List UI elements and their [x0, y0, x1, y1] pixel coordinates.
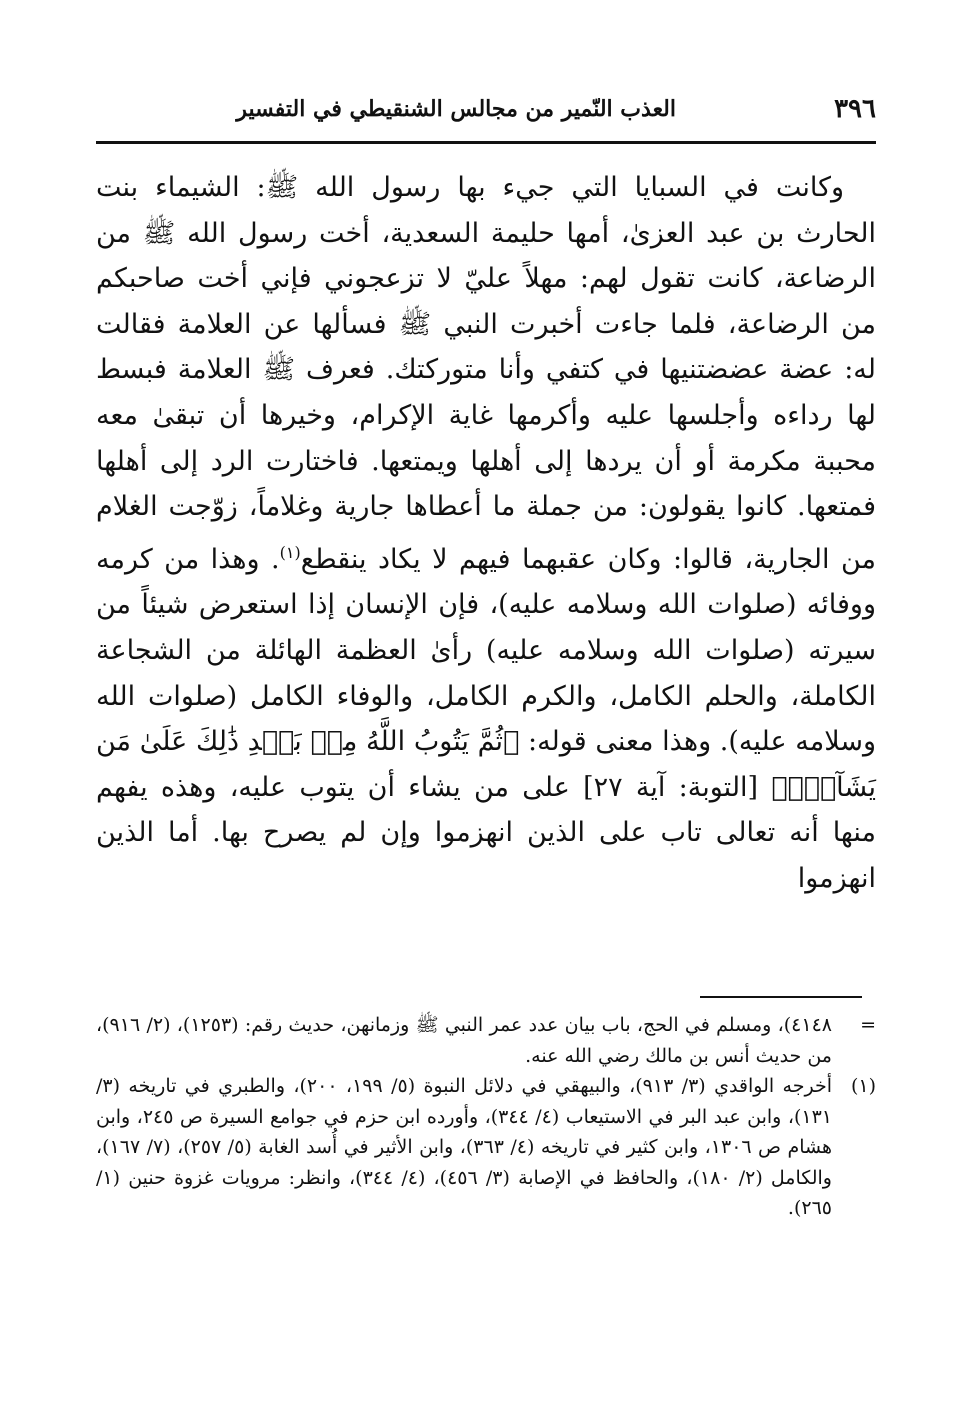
- body-text: وكانت في السبايا التي جيء بها رسول الله ﷺ: الشيماء بنت الحارث بن عبد العزىٰ، أمها حليمة السعدية، أخت رسول الله ﷺ من الرضاعة، كانت تقول لهم: مهلاً عليّ لا تزعجوني فإني أخت صاحبكم من الرضاعة، فلما جاءت أخبرت النبي ﷺ فسألها عن العلامة فقالت له: عضة عضضتنيها في كتفي وأنا متوركتك. فعرف ﷺ العلامة فبسط لها رداءه وأجلسها عليه وأكرمها غاية الإكرام، وخيرها أن تبقىٰ معه محببة مكرمة أو أن يردها إلى أهلها ويمتعها. فاختارت الرد إلى أهلها فمتعها. كانوا يقولون: من جملة ما أعطاها جارية وغلاماً، زوّجت الغلام من الجارية، قالوا: وكان عقبهما فيهم لا يكاد ينقطع: [96, 172, 876, 575]
- header-rule: [96, 141, 876, 144]
- footnote-marker: =: [860, 1014, 876, 1036]
- footnote-reference: (١): [279, 542, 301, 562]
- page-header: [96, 90, 876, 130]
- footnote-text: ٤١٤٨)، ومسلم في الحج، باب بيان عدد عمر النبي ﷺ وزمانهن، حديث رقم: (١٢٥٣)، (٢/ ٩١٦)، من حديث أنس بن مالك رضي الله عنه.: [96, 1014, 832, 1067]
- footnote-1: [96, 1071, 876, 1224]
- body-text-continued: . وهذا من كرمه ووفائه (صلوات الله وسلامه عليه)، فإن الإنسان إذا استعرض شيئاً من سيرته (صلوات الله وسلامه عليه) رأىٰ العظمة الهائلة من الشجاعة الكاملة، والحلم الكامل، والكرم الكامل، والوفاء الكامل (صلوات الله وسلامه عليه). وهذا معنى قوله: ﴿ثُمَّ يَتُوبُ اللَّهُ مِنۢ بَعۡدِ ذَٰلِكَ عَلَىٰ مَن يَشَآءُۗ﴾ [التوبة: آية ٢٧] على من يشاء أن يتوب عليه، وهذه يفهم منها أنه تعالى تاب على الذين انهزموا وإن لم يصرح بها. أما الذين انهزموا: [96, 543, 876, 894]
- footnote-continued: [96, 1010, 876, 1071]
- footnote-text: أخرجه الواقدي (٣/ ٩١٣)، والبيهقي في دلائل النبوة (٥/ ١٩٩، ٢٠٠)، والطبري في تاريخه (٣/ ١٣١)، وابن عبد البر في الاستيعاب (٤/ ٣٤٤)، وأورده ابن حزم في جوامع السيرة ص ٢٤٥، وابن هشام ص ١٣٠٦، وابن كثير في تاريخه (٤/ ٣٦٣)، وابن الأثير في أُسد الغابة (٥/ ٢٥٧)، (٧/ ١٦٧)، والكامل (٢/ ١٨٠)، والحافظ في الإصابة (٣/ ٤٥٦)، (٤/ ٣٤٤)، وانظر: مرويات غزوة حنين (١/ ٢٦٥).: [96, 1075, 832, 1219]
- footnotes: [96, 1010, 876, 1224]
- body-paragraph: [96, 165, 876, 902]
- running-title: العذب النّمير من مجالس الشنقيطي في التفسير: [236, 96, 676, 122]
- footnote-marker: (١): [850, 1075, 876, 1097]
- main-text: [96, 165, 876, 902]
- page-number: ٣٩٦: [834, 94, 876, 124]
- footnote-separator: [700, 996, 862, 998]
